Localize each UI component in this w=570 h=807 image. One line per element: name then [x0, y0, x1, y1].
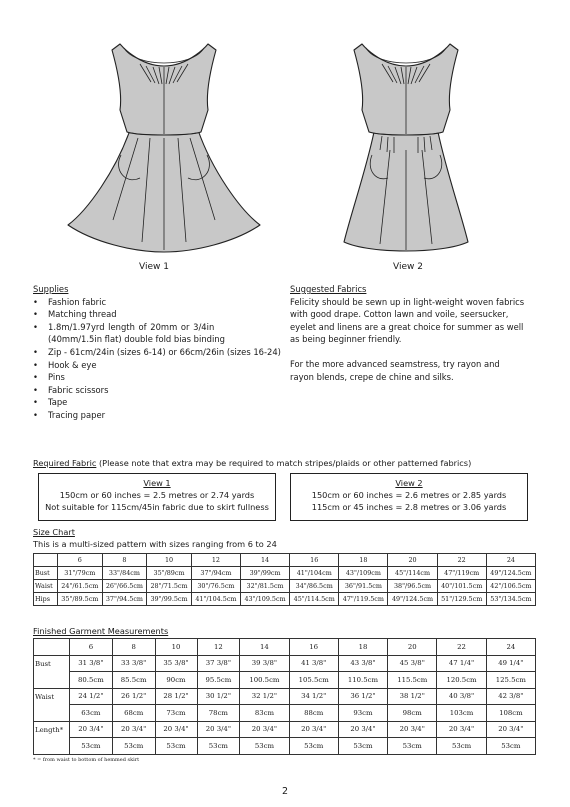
table-cell: 49"/124.5cm [388, 593, 437, 606]
table-cell: 26"/66.5cm [102, 580, 147, 593]
size-chart-table [33, 553, 536, 606]
table-cell: 53cm [289, 738, 338, 755]
finished-row-waist-cm [34, 705, 536, 722]
table-cell: 20 3/4" [437, 721, 486, 738]
table-cell: 108cm [486, 705, 535, 722]
table-cell: 47"/119cm [437, 567, 486, 580]
view2-caption: View 2 [393, 262, 423, 272]
supply-item: • Zip - 61cm/24in (sizes 6-14) or 66cm/26in (sizes 16-24) [33, 346, 281, 359]
table-cell: 88cm [289, 705, 338, 722]
table-cell: 49 1/4" [486, 655, 535, 672]
table-cell: 26 1/2" [112, 688, 155, 705]
size-header: 14 [240, 554, 289, 567]
table-cell: 85.5cm [112, 672, 155, 689]
supply-item: • Pins [33, 371, 281, 384]
table-cell: 33"/84cm [102, 567, 147, 580]
table-cell: 53cm [112, 738, 155, 755]
table-cell: 43"/109cm [339, 567, 388, 580]
table-cell: 32"/81.5cm [240, 580, 289, 593]
finished-measurements-table [33, 638, 536, 755]
table-cell: 100.5cm [240, 672, 289, 689]
fabrics-line: rayon blends, crepe de chine and silks. [290, 371, 454, 382]
table-cell: 24 1/2" [70, 688, 113, 705]
row-label: Bust [34, 655, 70, 672]
view2-fabric-box [290, 473, 528, 521]
table-cell: 41 3/8" [289, 655, 338, 672]
size-chart-row-hips [34, 593, 536, 606]
supply-item: • 1.8m/1.97yrd length of 20mm or 3/4in [33, 321, 281, 334]
table-cell: 41"/104.5cm [191, 593, 240, 606]
view2-fabric-line1: 150cm or 60 inches = 2.6 metres or 2.85 yards [311, 490, 507, 500]
size-chart-row-waist [34, 580, 536, 593]
view1-dress-illustration [58, 20, 270, 260]
table-cell: 47 1/4" [437, 655, 486, 672]
finished-row-length-in [34, 721, 536, 738]
view1-fabric-title: View 1 [143, 478, 171, 488]
size-header: 6 [70, 639, 113, 656]
required-fabric-heading: Required Fabric [33, 458, 97, 468]
fabrics-line: as being beginner friendly. [290, 334, 402, 345]
length-footnote: * = from waist to bottom of hemmed skirt [33, 757, 140, 763]
table-cell: 20 3/4" [112, 721, 155, 738]
required-fabric-note: (Please note that extra may be required to match stripes/plaids or other patterned fabrics) [96, 458, 472, 468]
table-cell: 38 1/2" [388, 688, 437, 705]
table-cell: 35"/89cm [147, 567, 192, 580]
view1-fabric-line1: 150cm or 60 inches = 2.5 metres or 2.74 yards [59, 490, 255, 500]
table-cell: 20 3/4" [197, 721, 240, 738]
table-cell: 49"/124.5cm [486, 567, 535, 580]
row-label: Waist [34, 688, 70, 705]
fabrics-line: Felicity should be sewn up in light-weight woven fabrics [290, 296, 525, 307]
table-cell: 42"/106.5cm [486, 580, 535, 593]
size-header: 18 [339, 554, 388, 567]
table-cell: 80.5cm [70, 672, 113, 689]
supply-item: • Fashion fabric [33, 296, 281, 309]
size-header: 6 [58, 554, 103, 567]
view2-fabric-title: View 2 [395, 478, 423, 488]
table-cell: 53cm [338, 738, 387, 755]
table-cell: 42 3/8" [486, 688, 535, 705]
table-cell: 115.5cm [388, 672, 437, 689]
table-cell: 38"/96.5cm [388, 580, 437, 593]
table-cell: 34"/86.5cm [290, 580, 339, 593]
view2-fabric-line2: 115cm or 45 inches = 2.8 metres or 3.06 yards [311, 502, 507, 512]
size-header: 10 [155, 639, 197, 656]
table-cell: 53cm [197, 738, 240, 755]
table-cell: 83cm [240, 705, 289, 722]
finished-row-bust-in [34, 655, 536, 672]
table-cell: 43 3/8" [338, 655, 387, 672]
size-chart-header-row [34, 554, 536, 567]
required-fabric-heading-line [33, 457, 553, 470]
row-label: Hips [34, 593, 58, 606]
table-cell: 68cm [112, 705, 155, 722]
finished-row-bust-cm [34, 672, 536, 689]
view1-caption: View 1 [139, 262, 169, 272]
table-cell: 28"/71.5cm [147, 580, 192, 593]
table-cell: 73cm [155, 705, 197, 722]
table-cell: 105.5cm [289, 672, 338, 689]
table-cell: 20 3/4" [240, 721, 289, 738]
fabrics-line: with good drape. Cotton lawn and voile, seersucker, [290, 309, 509, 320]
finished-header-row [34, 639, 536, 656]
view1-fabric-box [38, 473, 276, 521]
fabrics-line: For the more advanced seamstress, try rayon and [290, 358, 500, 369]
size-header: 18 [338, 639, 387, 656]
table-cell: 120.5cm [437, 672, 486, 689]
table-cell: 34 1/2" [289, 688, 338, 705]
view1-fabric-line2: Not suitable for 115cm/45in fabric due to skirt fullness [45, 502, 269, 512]
supply-item: • Matching thread [33, 308, 281, 321]
row-label [34, 705, 70, 722]
corner-cell [34, 639, 70, 656]
supply-item: • Fabric scissors [33, 384, 281, 397]
table-cell: 37"/94cm [191, 567, 240, 580]
table-cell: 20 3/4" [155, 721, 197, 738]
finished-heading: Finished Garment Measurements [33, 626, 169, 636]
size-header: 24 [486, 639, 535, 656]
finished-row-length-cm [34, 738, 536, 755]
table-cell: 28 1/2" [155, 688, 197, 705]
table-cell: 53cm [155, 738, 197, 755]
table-cell: 31 3/8" [70, 655, 113, 672]
finished-row-waist-in [34, 688, 536, 705]
table-cell: 30"/76.5cm [191, 580, 240, 593]
table-cell: 51"/129.5cm [437, 593, 486, 606]
table-cell: 39"/99.5cm [147, 593, 192, 606]
size-chart-row-bust [34, 567, 536, 580]
table-cell: 35 3/8" [155, 655, 197, 672]
page-number: 2 [281, 786, 289, 797]
table-cell: 20 3/4" [338, 721, 387, 738]
supplies-heading: Supplies [33, 284, 69, 294]
corner-cell [34, 554, 58, 567]
size-header: 24 [486, 554, 535, 567]
table-cell: 40"/101.5cm [437, 580, 486, 593]
table-cell: 45"/114.5cm [290, 593, 339, 606]
table-cell: 47"/119.5cm [339, 593, 388, 606]
fabrics-line: eyelet and linens are a great choice for summer as well [290, 321, 524, 332]
table-cell: 39 3/8" [240, 655, 289, 672]
size-header: 20 [388, 554, 437, 567]
row-label [34, 672, 70, 689]
size-header: 12 [191, 554, 240, 567]
table-cell: 90cm [155, 672, 197, 689]
row-label: Waist [34, 580, 58, 593]
table-cell: 45"/114cm [388, 567, 437, 580]
size-header: 12 [197, 639, 240, 656]
table-cell: 24"/61.5cm [58, 580, 103, 593]
view2-dress-illustration [300, 20, 512, 260]
table-cell: 20 3/4" [486, 721, 535, 738]
table-cell: 110.5cm [338, 672, 387, 689]
table-cell: 45 3/8" [388, 655, 437, 672]
table-cell: 39"/99cm [240, 567, 289, 580]
size-header: 16 [290, 554, 339, 567]
fabrics-heading: Suggested Fabrics [290, 284, 367, 294]
supply-item: • Hook & eye [33, 359, 281, 372]
table-cell: 30 1/2" [197, 688, 240, 705]
size-chart-heading: Size Chart [33, 527, 75, 537]
table-cell: 93cm [338, 705, 387, 722]
table-cell: 78cm [197, 705, 240, 722]
size-header: 20 [388, 639, 437, 656]
supply-item: • Tape [33, 396, 281, 409]
row-label [34, 738, 70, 755]
table-cell: 32 1/2" [240, 688, 289, 705]
size-chart-heading-block [33, 526, 433, 550]
size-header: 10 [147, 554, 192, 567]
size-header: 8 [112, 639, 155, 656]
size-header: 22 [437, 554, 486, 567]
table-cell: 36"/91.5cm [339, 580, 388, 593]
table-cell: 37"/94.5cm [102, 593, 147, 606]
table-cell: 40 3/8" [437, 688, 486, 705]
supply-item-continued: (40mm/1.5in flat) double fold bias binding [48, 334, 225, 345]
table-cell: 20 3/4" [388, 721, 437, 738]
table-cell: 43"/109.5cm [240, 593, 289, 606]
size-header: 16 [289, 639, 338, 656]
table-cell: 63cm [70, 705, 113, 722]
supplies-list [33, 296, 281, 422]
table-cell: 36 1/2" [338, 688, 387, 705]
table-cell: 53cm [388, 738, 437, 755]
table-cell: 53cm [486, 738, 535, 755]
row-label: Length* [34, 721, 70, 738]
size-header: 22 [437, 639, 486, 656]
table-cell: 37 3/8" [197, 655, 240, 672]
table-cell: 95.5cm [197, 672, 240, 689]
supply-item: • Tracing paper [33, 409, 281, 422]
table-cell: 53"/134.5cm [486, 593, 535, 606]
table-cell: 33 3/8" [112, 655, 155, 672]
table-cell: 31"/79cm [58, 567, 103, 580]
table-cell: 35"/89.5cm [58, 593, 103, 606]
table-cell: 20 3/4" [70, 721, 113, 738]
size-header: 8 [102, 554, 147, 567]
table-cell: 53cm [437, 738, 486, 755]
size-chart-intro: This is a multi-sized pattern with sizes ranging from 6 to 24 [33, 539, 277, 549]
table-cell: 53cm [70, 738, 113, 755]
table-cell: 53cm [240, 738, 289, 755]
table-cell: 125.5cm [486, 672, 535, 689]
row-label: Bust [34, 567, 58, 580]
size-header: 14 [240, 639, 289, 656]
fabrics-section [290, 283, 540, 383]
table-cell: 41"/104cm [290, 567, 339, 580]
table-cell: 20 3/4" [289, 721, 338, 738]
table-cell: 98cm [388, 705, 437, 722]
table-cell: 103cm [437, 705, 486, 722]
supplies-section [33, 283, 281, 422]
